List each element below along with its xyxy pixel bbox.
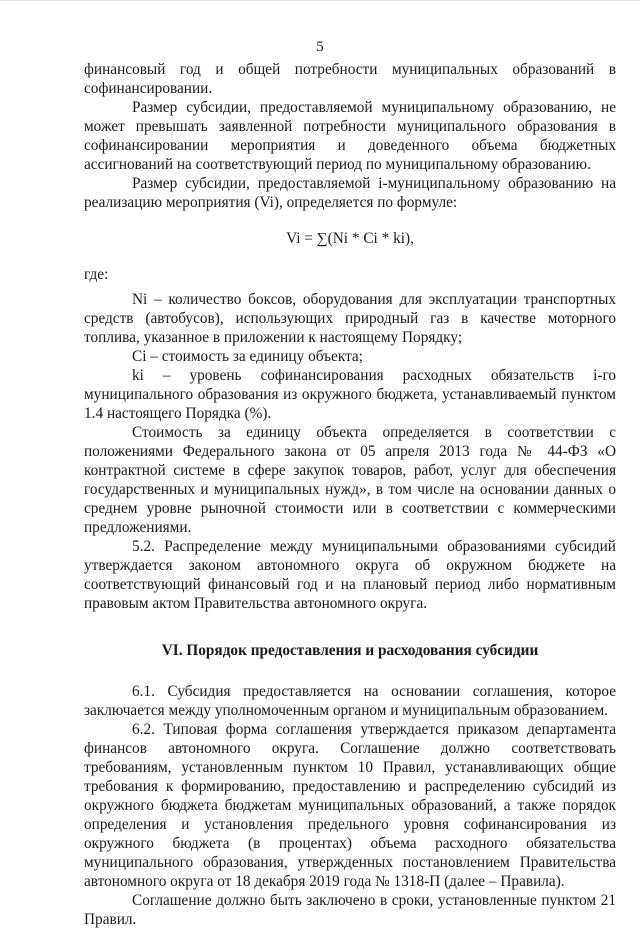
paragraph-cost: Стоимость за единицу объекта определяется в соответствии с положениями Федерального закона от 05 апреля 2013 года № 44-ФЗ «О контрактной системе в сфере закупок товаров, работ, услуг для обеспечения государственных и муниципальных нужд», в том числе на основании данных о среднем уровне рыночной стоимости или в соответствии с коммерческими предложениями. <box>84 424 616 536</box>
paragraph-continuation: финансовый год и общей потребности муниципальных образований в софинансировании. <box>84 61 616 97</box>
document-body <box>84 60 616 929</box>
definition-n: Ni – количество боксов, оборудования для эксплуатации транспортных средств (автобусов), использующих природный газ в качестве моторного топлива, указанное в приложении к настоящему Порядку; <box>84 291 616 346</box>
top-border <box>0 0 640 1</box>
paragraph-subsidy-size: Размер субсидии, предоставляемой i-муниципальному образованию на реализацию мероприятия (Vi), определяется по формуле: <box>84 175 616 211</box>
definition-c: Ci – стоимость за единицу объекта; <box>132 348 363 365</box>
section-heading: VI. Порядок предоставления и расходования субсидии <box>161 642 539 659</box>
formula: Vi = ∑(Ni * Ci * ki), <box>286 230 414 247</box>
definition-k: ki – уровень софинансирования расходных обязательств i-го муниципального образования из окружного бюджета, устанавливаемый пунктом 1.4 настоящего Порядка (%). <box>84 367 616 422</box>
paragraph-subsidy-limit: Размер субсидии, предоставляемой муниципальному образованию, не может превышать заявленной потребности муниципального образования в софинансировании мероприятия и доведенного объема бюджетных ассигнований на соответствующий период по муниципальному образованию. <box>84 99 616 173</box>
paragraph-6-1: 6.1. Субсидия предоставляется на основании соглашения, которое заключается между уполномоченным органом и муниципальным образованием. <box>84 683 616 719</box>
paragraph-6-2: 6.2. Типовая форма соглашения утверждается приказом департамента финансов автономного округа. Соглашение должно соответствовать требованиям, установленным пунктом 10 Правил, устанавливающих общие требования к формированию, предоставлению и распределению субсидий из окружного бюджета бюджетам муниципальных образований, а также порядок определения и установления предельного уровня софинансирования из окружного бюджета (в процентах) объема расходного обязательства муниципального образования, утвержденных постановлением Правительства автономного округа от 18 декабря 2019 года № 1318-П (далее – Правила). <box>84 721 616 890</box>
where-label: где: <box>84 266 109 283</box>
page-number: 5 <box>316 39 324 55</box>
paragraph-agreement-deadline: Соглашение должно быть заключено в сроки, установленные пунктом 21 Правил. <box>84 892 616 928</box>
paragraph-5-2: 5.2. Распределение между муниципальными образованиями субсидий утверждается законом автономного округа об окружном бюджете на соответствующий финансовый год и на плановый период либо нормативным правовым актом Правительства автономного округа. <box>84 538 616 612</box>
